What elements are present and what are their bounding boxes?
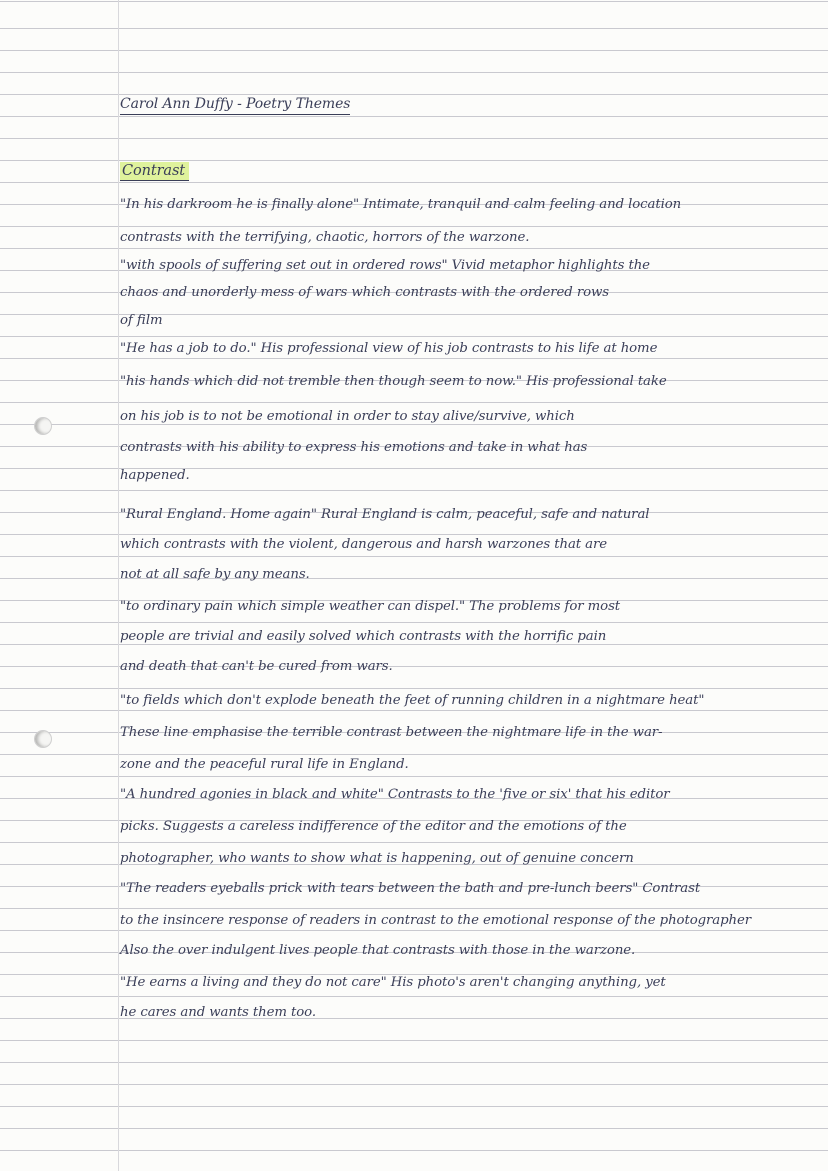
note-line: zone and the peaceful rural life in England.	[120, 757, 409, 772]
note-line: "his hands which did not tremble then though seem to now." His professional take	[120, 374, 667, 389]
note-line: "to fields which don't explode beneath the feet of running children in a nightmare heat"	[120, 693, 705, 708]
note-line: "to ordinary pain which simple weather can dispel." The problems for most	[120, 599, 621, 614]
note-line: "He has a job to do." His professional view of his job contrasts to his life at home	[120, 341, 658, 356]
note-line: "Rural England. Home again" Rural England is calm, peaceful, safe and natural	[120, 507, 650, 522]
note-line: contrasts with the terrifying, chaotic, horrors of the warzone.	[120, 230, 530, 245]
note-line: chaos and unorderly mess of wars which contrasts with the ordered rows	[120, 285, 610, 300]
section-heading: Contrast	[120, 162, 189, 181]
note-line: "The readers eyeballs prick with tears between the bath and pre-lunch beers" Contrast	[120, 881, 701, 896]
note-line: not at all safe by any means.	[120, 567, 310, 582]
note-line: contrasts with his ability to express his emotions and take in what has	[120, 440, 588, 455]
note-line: These line emphasise the terrible contrast between the nightmare life in the war-	[120, 725, 663, 740]
punch-hole	[34, 730, 52, 748]
note-line: people are trivial and easily solved which contrasts with the horrific pain	[120, 629, 607, 644]
note-line: picks. Suggests a careless indifference of the editor and the emotions of the	[120, 819, 627, 834]
note-line: on his job is to not be emotional in order to stay alive/survive, which	[120, 409, 575, 424]
note-line: and death that can't be cured from wars.	[120, 659, 393, 674]
note-line: Also the over indulgent lives people that contrasts with those in the warzone.	[120, 943, 636, 958]
note-line: of film	[120, 313, 163, 328]
note-line: which contrasts with the violent, dangerous and harsh warzones that are	[120, 537, 607, 552]
note-line: "In his darkroom he is finally alone" Intimate, tranquil and calm feeling and location	[120, 197, 682, 212]
note-line: "He earns a living and they do not care" His photo's aren't changing anything, yet	[120, 975, 666, 990]
margin-line	[118, 0, 119, 1171]
note-line: he cares and wants them too.	[120, 1005, 316, 1020]
note-line: "with spools of suffering set out in ordered rows" Vivid metaphor highlights the	[120, 258, 650, 273]
punch-hole	[34, 417, 52, 435]
page-title: Carol Ann Duffy - Poetry Themes	[120, 95, 350, 115]
note-line: photographer, who wants to show what is happening, out of genuine concern	[120, 851, 634, 866]
note-line: "A hundred agonies in black and white" Contrasts to the 'five or six' that his editor	[120, 787, 670, 802]
note-line: to the insincere response of readers in contrast to the emotional response of the photographer	[120, 913, 751, 928]
note-line: happened.	[120, 468, 190, 483]
